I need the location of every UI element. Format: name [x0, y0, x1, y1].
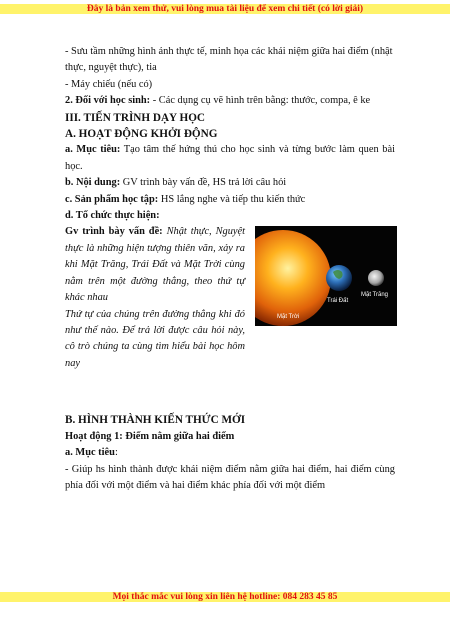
- section-heading-iii: III. TIẾN TRÌNH DẠY HỌC: [65, 111, 205, 124]
- preview-banner-text: Đây là bản xem thử, vui lòng mua tài liệu để xem chi tiết (có lời giải): [86, 4, 364, 14]
- students-text: - Các dụng cụ vẽ hình trên bằng: thước, compa, ê ke: [150, 95, 371, 107]
- content-text: GV trình bày vấn đề, HS trả lời câu hỏi: [120, 177, 287, 189]
- content-label: b. Nội dung:: [65, 177, 121, 189]
- sun-earth-moon-image: [255, 226, 397, 326]
- product-text: HS lắng nghe và tiếp thu kiến thức: [158, 193, 306, 205]
- section-heading-a: A. HOẠT ĐỘNG KHỞI ĐỘNG: [65, 128, 218, 141]
- students-label: 2. Đối với học sinh:: [65, 95, 151, 107]
- moon-shape: [368, 270, 384, 286]
- teacher-question: Thứ tự của chúng trên đường thẳng khi đó như thế nào. Để trả lời được câu hỏi này, cô trò chúng ta cùng tìm hiểu bài học hôm nay: [65, 308, 245, 369]
- objective2-colon: :: [114, 447, 118, 459]
- document-body: [65, 44, 395, 495]
- paragraph-materials: - Sưu tầm những hình ảnh thực tế, minh họa các khái niệm giữa hai điểm (nhật thực, nguyệt thực), tia: [65, 46, 393, 74]
- sun-label: Mặt Trời: [277, 314, 300, 321]
- paragraph-objective: [65, 142, 395, 175]
- objective2-text: - Giúp hs hình thành được khái niệm điểm nằm giữa hai điểm, hai điểm cùng phía đối với một điểm và hai điểm khác phía đối với một điểm: [65, 463, 395, 492]
- intro-text: [65, 224, 245, 372]
- section-heading-b: B. HÌNH THÀNH KIẾN THỨC MỚI: [65, 414, 246, 427]
- preview-banner: [0, 4, 450, 14]
- paragraph-product: [65, 192, 395, 208]
- hotline-banner: [0, 592, 450, 602]
- intro-block: [65, 224, 395, 402]
- activity-1-heading: Hoạt động 1: Điểm nằm giữa hai điểm: [65, 430, 235, 442]
- objective-label: a. Mục tiêu:: [65, 144, 121, 156]
- objective2-label: a. Mục tiêu: [65, 447, 115, 459]
- objective-text: Tạo tâm thế hứng thú cho học sinh và từng bước làm quen bài học.: [65, 144, 395, 172]
- product-label: c. Sản phẩm học tập:: [65, 193, 159, 205]
- paragraph-content: [65, 175, 395, 191]
- paragraph-students: [65, 93, 395, 109]
- hotline-banner-text: Mọi thắc mắc vui lòng xin liên hệ hotline: 084 283 45 85: [112, 592, 338, 602]
- paragraph-organize: d. Tổ chức thực hiện:: [65, 210, 160, 222]
- teacher-text: Nhật thực, Nguyệt thực là những hiện tượng thiên văn, xảy ra khi Mặt Trăng, Trái Đất và Mặt Trời cùng nằm trên một đường thẳng, theo thứ tự khác nhau: [65, 226, 245, 304]
- earth-label: Trái Đất: [327, 298, 349, 305]
- moon-label: Mặt Trăng: [361, 292, 389, 299]
- teacher-label: Gv trình bày vấn đề:: [65, 226, 163, 238]
- eclipse-illustration: [255, 226, 397, 326]
- paragraph-projector: - Máy chiếu (nếu có): [65, 78, 153, 90]
